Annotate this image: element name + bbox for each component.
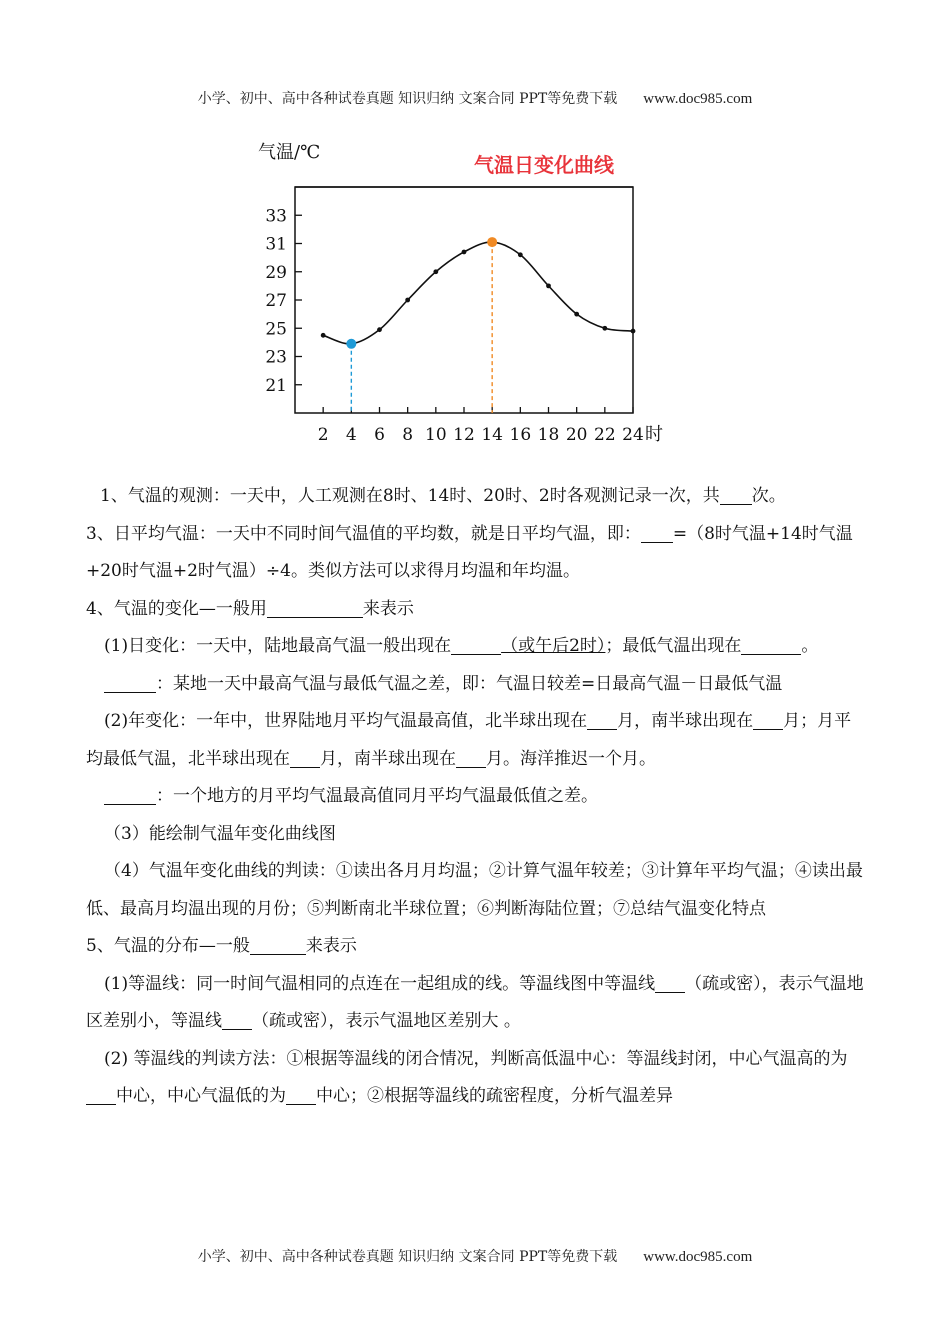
item-4-1: (1)日变化：一天中，陆地最高气温一般出现在 （或午后2时）；最低气温出现在 。 [104, 636, 819, 656]
max-point [487, 237, 497, 247]
blank[interactable] [641, 522, 673, 543]
item-5-2: (2) 等温线的判读方法：①根据等温线的闭合情况，判断高低温中心：等温线封闭，中心气温高的为中心，中心气温低的为 中心；②根据等温线的疏密程度，分析气温差异 [86, 1041, 866, 1116]
y-tick-label: 31 [265, 234, 287, 255]
item-3: 3、日平均气温：一天中不同时间气温值的平均数，就是日平均气温，即： =（8时气温+14时气温+20时气温+2时气温）÷4。类似方法可以求得月均温和年均温。 [86, 523, 853, 581]
item-4: 4、气温的变化—一般用 来表示 [86, 598, 414, 619]
chart-title: 气温日变化曲线 [474, 153, 614, 177]
page-header [0, 88, 950, 108]
y-tick-label: 33 [265, 206, 287, 227]
page-footer [0, 1246, 950, 1266]
x-tick-label: 6 [374, 425, 385, 445]
x-tick-label: 14 [481, 425, 503, 445]
item-5-1: (1)等温线：同一时间气温相同的点连在一起组成的线。等温线图中等温线 （疏或密），表示气温地区差别小，等温线 （疏或密），表示气温地区差别大 。 [86, 973, 864, 1031]
item-4-3: （3）能绘制气温年变化曲线图 [104, 823, 336, 844]
blank[interactable] [587, 709, 617, 730]
item-4-4: （4）气温年变化曲线的判读：①读出各月月均温；②计算气温年较差；③计算年平均气温；④读出最低、最高月均温出现的月份；⑤判断南北半球位置；⑥判断海陆位置；⑦总结气温变化特点 [86, 861, 863, 919]
x-tick-label: 2 [317, 425, 329, 445]
blank[interactable] [104, 672, 156, 693]
min-point [346, 339, 356, 349]
data-point [433, 269, 438, 274]
footer-text: 小学、初中、高中各种试卷真题 知识归纳 文案合同 PPT等免费下载 [197, 1249, 618, 1265]
temperature-curve [323, 242, 633, 344]
footer-site[interactable]: www.doc985.com [643, 1249, 753, 1265]
x-tick-label: 4 [345, 425, 357, 445]
blank[interactable] [290, 747, 320, 768]
y-tick-label: 21 [265, 375, 287, 396]
blank[interactable] [286, 1084, 316, 1105]
header-text: 小学、初中、高中各种试卷真题 知识归纳 文案合同 PPT等免费下载 [197, 91, 618, 107]
header-site[interactable]: www.doc985.com [643, 91, 753, 107]
blank[interactable] [86, 1084, 116, 1105]
data-point [518, 252, 523, 257]
data-point [602, 326, 607, 331]
blank[interactable] [655, 972, 685, 993]
x-tick-label: 8 [402, 425, 414, 445]
item-4-2-range: ：一个地方的月平均气温最高值同月平均气温最低值之差。 [86, 778, 866, 816]
item-4-1-range: ：某地一天中最高气温与最低气温之差，即：气温日较差=日最高气温－日最低气温 [86, 666, 866, 704]
data-point [321, 333, 326, 338]
item-1: 1、气温的观测：一天中，人工观测在8时、14时、20时、2时各观测记录一次，共 次。 [100, 486, 786, 506]
temperature-chart [238, 130, 678, 450]
x-tick-label: 22 [594, 425, 616, 445]
data-point [631, 329, 636, 334]
blank[interactable] [222, 1009, 252, 1030]
data-point [546, 283, 551, 288]
data-point [574, 312, 579, 317]
chart-svg [238, 130, 678, 450]
item-4-2: (2)年变化：一年中，世界陆地月平均气温最高值，北半球出现在 月，南半球出现在 月；月平均最低气温，北半球出现在 月，南半球出现在 月。海洋推迟一个月。 [86, 711, 852, 769]
blank[interactable] [104, 784, 156, 805]
y-tick-label: 29 [265, 262, 287, 283]
axis-ticks [265, 206, 643, 445]
blank[interactable] [753, 709, 783, 730]
x-tick-label: 20 [565, 425, 588, 445]
item-5: 5、气温的分布—一般 来表示 [86, 936, 357, 956]
blank[interactable] [451, 634, 501, 655]
blank[interactable] [250, 934, 306, 955]
x-tick-label: 18 [537, 425, 560, 445]
x-tick-label: 10 [425, 425, 447, 445]
blank[interactable] [456, 747, 486, 768]
guide-lines [351, 242, 492, 413]
blank[interactable] [741, 634, 801, 655]
blank[interactable] [720, 484, 752, 505]
data-point [405, 298, 410, 303]
data-point [377, 327, 382, 332]
y-tick-label: 25 [265, 319, 287, 340]
x-tick-label: 24 [622, 425, 644, 445]
x-tick-label: 12 [453, 425, 475, 445]
y-tick-label: 27 [265, 291, 287, 311]
y-axis-label: 气温/℃ [258, 142, 321, 163]
blank[interactable] [267, 597, 363, 618]
x-axis-label: 时 [645, 424, 663, 445]
data-point [462, 250, 467, 255]
data-points [321, 237, 636, 349]
plot-frame [295, 187, 633, 413]
x-tick-label: 16 [509, 425, 532, 445]
document-body [86, 478, 866, 1116]
y-tick-label: 23 [265, 347, 287, 368]
